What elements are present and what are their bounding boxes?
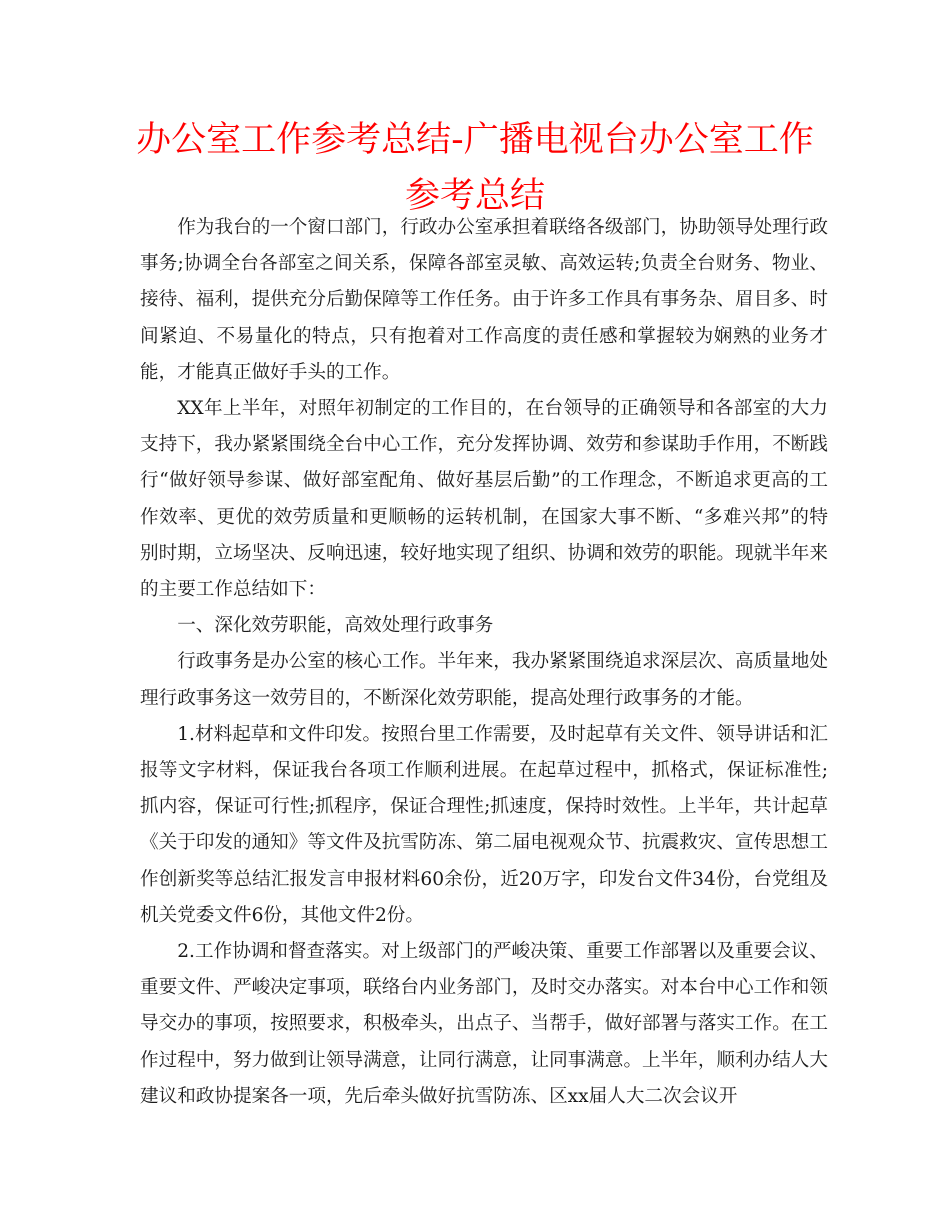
paragraph-overview: XX年上半年，对照年初制定的工作目的，在台领导的正确领导和各部室的大力支持下，我办紧紧围绕全台中心工作，充分发挥协调、效劳和参谋助手作用，不断践行“做好领导参谋、做好部室配角、做好基层后勤”的工作理念，不断追求更高的工作效率、更优的效劳质量和更顺畅的运转机制，在国家大事不断、“多难兴邦”的特别时期，立场坚决、反响迅速，较好地实现了组织、协调和效劳的职能。现就半年来的主要工作总结如下：	[140, 398, 828, 601]
paragraph-item-1: 1.材料起草和文件印发。按照台里工作需要，及时起草有关文件、领导讲话和汇报等文字材料，保证我台各项工作顺利进展。在起草过程中，抓格式，保证标准性;抓内容，保证可行性;抓程序，保证合理性;抓速度，保持时效性。上半年，共计起草《关于印发的通知》等文件及抗雪防冻、第二届电视观众节、抗震救灾、宣传思想工作创新奖等总结汇报发言申报材料60余份，近20万字，印发台文件34份，台党组及机关党委文件6份，其他文件2份。	[140, 723, 828, 926]
paragraph-intro: 作为我台的一个窗口部门，行政办公室承担着联络各级部门，协助领导处理行政事务;协调全台各部室之间关系，保障各部室灵敏、高效运转;负责全台财务、物业、接待、福利，提供充分后勤保障等工作任务。由于许多工作具有事务杂、眉目多、时间紧迫、不易量化的特点，只有抱着对工作高度的责任感和掌握较为娴熟的业务才能，才能真正做好手头的工作。	[140, 217, 828, 383]
paragraph-admin-affairs: 行政事务是办公室的核心工作。半年来，我办紧紧围绕追求深层次、高质量地处理行政事务这一效劳目的，不断深化效劳职能，提高处理行政事务的才能。	[140, 651, 828, 709]
document-body	[140, 210, 828, 1115]
section-heading-1: 一、深化效劳职能，高效处理行政事务	[177, 615, 494, 637]
paragraph-item-2: 2.工作协调和督查落实。对上级部门的严峻决策、重要工作部署以及重要会议、重要文件、严峻决定事项，联络台内业务部门，及时交办落实。对本台中心工作和领导交办的事项，按照要求，积极牵头，出点子、当帮手，做好部署与落实工作。在工作过程中，努力做到让领导满意，让同行满意，让同事满意。上半年，顺利办结人大建议和政协提案各一项，先后牵头做好抗雪防冻、区xx届人大二次会议开	[140, 941, 828, 1107]
document-title: 办公室工作参考总结-广播电视台办公室工作参考总结	[136, 120, 814, 216]
